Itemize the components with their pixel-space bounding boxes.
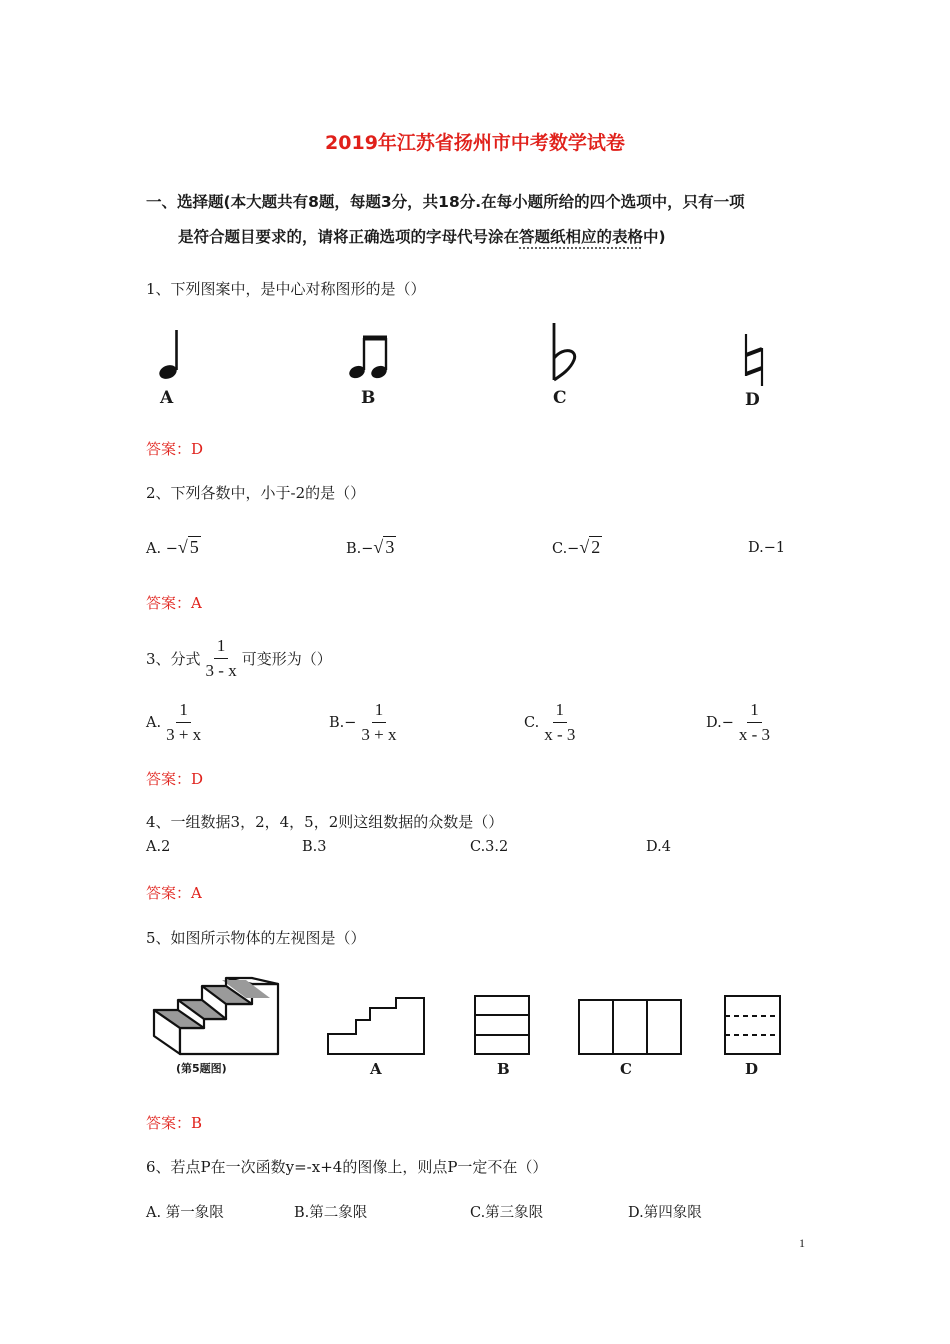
q2-option-c [552,537,602,558]
q1-label-b: B [361,388,376,408]
question-1-text: 1、下列图案中，是中心对称图形的是（） [146,280,426,298]
section-line2-pre: 是符合题目要求的，请将正确选项的字母代号涂在 [178,228,520,246]
question-3-answer: 答案：D [146,770,204,788]
q6-option-c: C.第三象限 [470,1205,544,1221]
q2-option-d: D.−1 [748,540,786,556]
natural-sign-icon [746,334,762,386]
q4-option-a: A.2 [146,839,171,855]
q5-label-a: A [370,1060,382,1078]
page-number: 1 [799,1236,805,1250]
q3-a-numerator: 1 [176,700,191,723]
q3-option-d [706,700,775,745]
q6-option-d: D.第四象限 [628,1205,702,1221]
option-b-stacked-view [475,996,529,1054]
question-2-text: 2、下列各数中，小于-2的是（） [146,484,366,502]
q3-c-fraction [541,700,578,745]
q1-label-d: D [745,390,760,410]
q2-b-radicand: 3 [385,537,395,557]
q2-a-radicand: 5 [189,537,199,557]
beamed-eighth-notes-icon [347,338,388,380]
staircase-solid-figure [154,978,278,1054]
q3-option-a [146,700,206,745]
q3-option-c [524,700,580,745]
q3-d-prefix: D.− [706,714,734,731]
section-line2-post: 中) [643,228,666,246]
q2-a-prefix: A. − [146,541,178,557]
question-6-text: 6、若点P在一次函数y=-x+4的图像上，则点P一定不在（） [146,1158,548,1176]
q2-option-a [146,537,201,558]
page-title: 2019年江苏省扬州市中考数学试卷 [325,132,625,154]
q5-figure-caption: (第5题图) [176,1062,227,1075]
q3-option-b [329,700,402,745]
question-5-text: 5、如图所示物体的左视图是（） [146,929,366,947]
q6-option-b: B.第二象限 [294,1205,368,1221]
q3-b-fraction [358,700,399,745]
question-4-answer: 答案：A [146,884,202,902]
question-4-text: 4、一组数据3，2，4，5，2则这组数据的众数是（） [146,813,504,831]
question-1-figures [146,318,826,414]
question-1-answer: 答案：D [146,440,204,458]
q2-c-sqrt: √ 2 [579,537,601,557]
q4-option-d: D.4 [646,839,671,855]
q3-c-denominator: x - 3 [544,725,576,744]
option-a-staircase-view [328,998,424,1054]
q4-option-b: B.3 [302,839,327,855]
q3-d-numerator: 1 [747,700,762,723]
section-line2-emphasis: 答题纸相应的表格 [519,228,644,246]
q3-text-pre: 3、分式 [146,650,201,668]
q2-b-prefix: B.− [346,541,374,557]
q3-b-prefix: B.− [329,714,357,731]
q3-a-fraction [163,700,204,745]
q3-frac-numerator: 1 [214,636,229,659]
q2-c-radicand: 2 [591,537,601,557]
q3-text-post: 可变形为（） [241,650,332,668]
q3-c-numerator: 1 [553,700,568,723]
q2-b-sqrt: √ 3 [373,537,395,557]
option-d-dashed-view [725,996,780,1054]
q3-a-prefix: A. [146,714,162,731]
q3-a-denominator: 3 + x [166,725,202,744]
flat-sign-icon [554,323,575,380]
question-5-answer: 答案：B [146,1114,203,1132]
q5-label-c: C [620,1060,632,1078]
section-instructions-line1: 一、选择题(本大题共有8题，每题3分，共18分.在每小题所给的四个选项中，只有一项 [146,193,745,211]
question-2-answer: 答案：A [146,594,202,612]
q1-label-c: C [553,388,567,408]
question-3-text [146,636,332,681]
question-5-figures [146,970,816,1065]
section-instructions-line2 [178,225,666,247]
q3-fraction [203,636,240,681]
q5-label-b: B [497,1060,510,1078]
q4-option-c: C.3.2 [470,839,509,855]
q1-label-a: A [160,388,174,408]
q2-c-prefix: C.− [552,541,580,557]
q2-a-sqrt: √ 5 [177,537,199,557]
option-c-panels-view [579,1000,681,1054]
q3-d-fraction [736,700,773,745]
q3-b-denominator: 3 + x [361,725,397,744]
q3-b-numerator: 1 [372,700,387,723]
q3-c-prefix: C. [524,714,540,731]
q3-frac-denominator: 3 - x [205,661,237,680]
quarter-note-icon [157,330,179,381]
q5-label-d: D [745,1060,759,1078]
q6-option-a: A. 第一象限 [146,1205,224,1221]
q2-option-b [346,537,396,558]
q3-d-denominator: x - 3 [738,725,771,744]
